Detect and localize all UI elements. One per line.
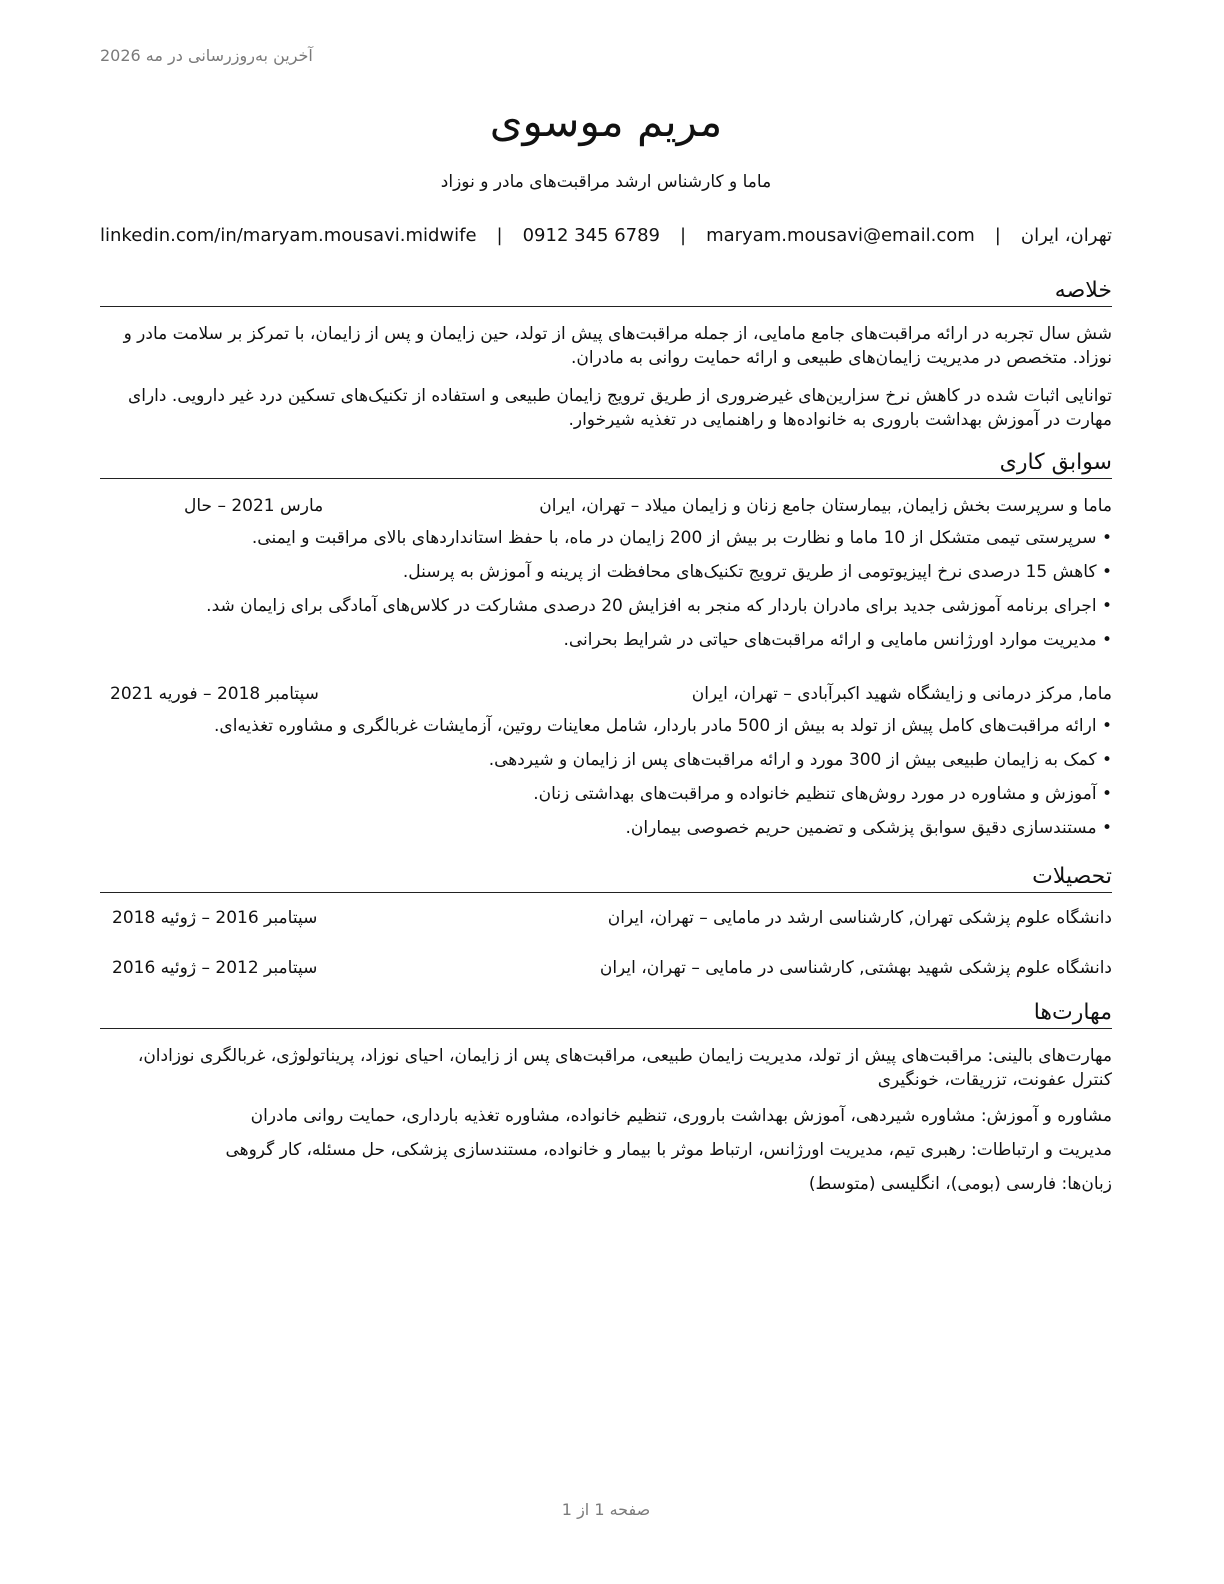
job-bullet: • آموزش و مشاوره در مورد روش‌های تنظیم خانواده و مراقبت‌های بهداشتی زنان. bbox=[100, 782, 1112, 806]
skills-line: مهارت‌های بالینی: مراقبت‌های پیش از تولد، مدیریت زایمان طبیعی، مراقبت‌های پس از زایمان، احیای نوزاد، پریناتولوژی، غربالگری نوزادان، کنترل عفونت، تزریقات، خونگیری bbox=[137, 1046, 1112, 1090]
contact-separator: | bbox=[994, 225, 1001, 246]
job-bullet: • مدیریت موارد اورژانس مامایی و ارائه مراقبت‌های حیاتی در شرایط بحرانی. bbox=[100, 628, 1112, 652]
skills-line: زبان‌ها: فارسی (بومی)، انگلیسی (متوسط) bbox=[808, 1174, 1112, 1194]
page-number: صفحه 1 از 1 bbox=[561, 1500, 651, 1519]
job-bullet: • کاهش 15 درصدی نرخ اپیزیوتومی از طریق ترویج تکنیک‌های محافظت از پرینه و آموزش به پرسنل. bbox=[100, 560, 1112, 584]
contact-linkedin[interactable]: linkedin.com/in/maryam.mousavi.midwife bbox=[100, 225, 477, 246]
section-heading-summary: خلاصه bbox=[100, 276, 1112, 307]
job-role: ماما, مرکز درمانی و زایشگاه شهید اکبرآبادی – تهران، ایران bbox=[691, 684, 1112, 704]
education-dates: سپتامبر 2012 – ژوئیه 2016 bbox=[112, 958, 318, 978]
job-dates: مارس 2021 – حال bbox=[184, 496, 324, 516]
candidate-title: ماما و کارشناس ارشد مراقبت‌های مادر و نوزاد bbox=[440, 172, 772, 192]
contact-line bbox=[100, 222, 1112, 250]
section-heading-experience: سوابق کاری bbox=[100, 448, 1112, 479]
resume-page bbox=[100, 0, 1112, 1584]
job-bullet: • مستندسازی دقیق سوابق پزشکی و تضمین حریم خصوصی بیماران. bbox=[100, 816, 1112, 840]
job-bullet: • کمک به زایمان طبیعی بیش از 300 مورد و ارائه مراقبت‌های پس از زایمان و شیردهی. bbox=[100, 748, 1112, 772]
summary-paragraph: توانایی اثبات شده در کاهش نرخ سزارین‌های غیرضروری از طریق ترویج زایمان طبیعی و استفاده از تکنیک‌های تسکین درد غیر دارویی. دارای مهارت در آموزش بهداشت باروری به خانواده‌ها و راهنمایی در تغذیه شیرخوار. bbox=[127, 386, 1112, 430]
skills-line: مشاوره و آموزش: مشاوره شیردهی، آموزش بهداشت باروری، تنظیم خانواده، مشاوره تغذیه بارداری، حمایت روانی مادران bbox=[250, 1106, 1112, 1126]
last-updated-note: آخرین به‌روزرسانی در مه 2026 bbox=[100, 46, 313, 65]
job-bullets bbox=[100, 526, 1112, 662]
section-heading-education: تحصیلات bbox=[100, 862, 1112, 893]
summary-paragraph: شش سال تجربه در ارائه مراقبت‌های جامع مامایی، از جمله مراقبت‌های پیش از تولد، حین زایمان و پس از زایمان، با تمرکز بر سلامت مادر و نوزاد. متخصص در مدیریت زایمان‌های طبیعی و ارائه حمایت روانی به مادران. bbox=[123, 324, 1112, 368]
section-heading-skills: مهارت‌ها bbox=[100, 998, 1112, 1029]
contact-separator: | bbox=[496, 225, 503, 246]
contact-separator: | bbox=[680, 225, 687, 246]
candidate-name: مریم موسوی bbox=[489, 97, 723, 146]
job-bullet: • اجرای برنامه آموزشی جدید برای مادران باردار که منجر به افزایش 20 درصدی مشارکت در کلاس‌های آمادگی برای زایمان شد. bbox=[100, 594, 1112, 618]
job-bullet: • سرپرستی تیمی متشکل از 10 ماما و نظارت بر بیش از 200 زایمان در ماه، با حفظ استانداردهای بالای مراقبت و ایمنی. bbox=[100, 526, 1112, 550]
skills-line: مدیریت و ارتباطات: رهبری تیم، مدیریت اورژانس، ارتباط موثر با بیمار و خانواده، مستندسازی پزشکی، حل مسئله، کار گروهی bbox=[225, 1140, 1112, 1160]
contact-location: تهران، ایران bbox=[1020, 225, 1112, 246]
contact-phone[interactable]: 0912 345 6789 bbox=[522, 225, 661, 246]
contact-email[interactable]: maryam.mousavi@email.com bbox=[706, 225, 975, 246]
job-bullet: • ارائه مراقبت‌های کامل پیش از تولد به بیش از 500 مادر باردار، شامل معاینات روتین، آزمایشات غربالگری و مشاوره تغذیه‌ای. bbox=[100, 714, 1112, 738]
job-bullets bbox=[100, 714, 1112, 850]
education-label: دانشگاه علوم پزشکی شهید بهشتی, کارشناسی در مامایی – تهران، ایران bbox=[599, 958, 1112, 978]
job-dates: سپتامبر 2018 – فوریه 2021 bbox=[110, 684, 319, 704]
job-role: ماما و سرپرست بخش زایمان, بیمارستان جامع زنان و زایمان میلاد – تهران، ایران bbox=[539, 496, 1112, 516]
education-dates: سپتامبر 2016 – ژوئیه 2018 bbox=[112, 908, 318, 928]
education-label: دانشگاه علوم پزشکی تهران, کارشناسی ارشد در مامایی – تهران، ایران bbox=[607, 908, 1112, 928]
